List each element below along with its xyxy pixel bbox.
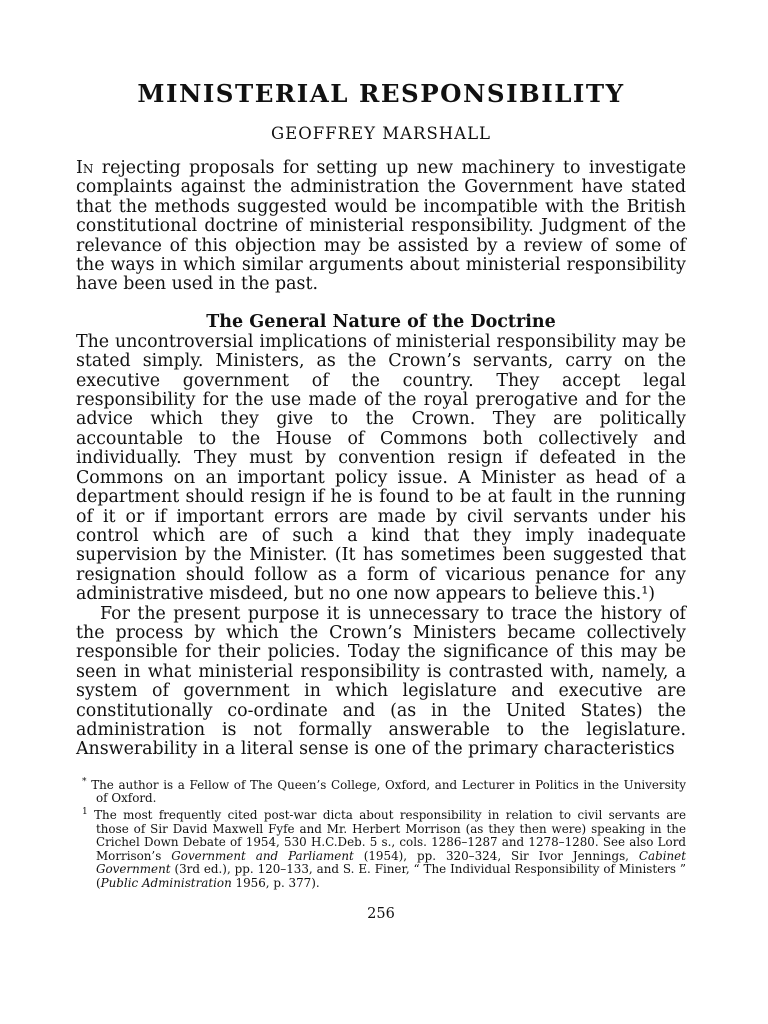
footnote-1-citation-finer: Public Administration bbox=[100, 875, 232, 890]
section-heading: The General Nature of the Doctrine bbox=[206, 311, 556, 332]
intro-paragraph bbox=[76, 159, 686, 295]
intro-dropcap-word: In bbox=[76, 158, 94, 178]
footnote-star-text: The author is a Fellow of The Queen’s College, Oxford, and Lecturer in Politics in the University of Oxford. bbox=[91, 777, 686, 806]
footnote-1 bbox=[76, 806, 686, 891]
page-number: 256 bbox=[367, 906, 395, 923]
footnote-1-text-c: (3rd ed.), pp. 120–133, and S. E. Finer, “ The Individual Responsibility of Ministers ” ( bbox=[96, 862, 686, 890]
footnotes bbox=[76, 776, 686, 891]
footnote-1-text-a: The most frequently cited post-war dicta about responsibility in relation to civil servants are those of Sir David Maxwell Fyfe and Mr. Herbert Morrison (as they then were) speaking in the Crichel Down Debate of 1954, 530 H.C.Deb. 5 s., cols. 1286–1287 and 1278–1280. See also Lord Morrison’s bbox=[94, 807, 686, 863]
body-paragraph-1: The uncontroversial implications of ministerial responsibility may be stated simply. Ministers, as the Crown’s servants, carry on the executive government of the country. They accept legal responsibility for the use made of the royal prerogative and for the advice which they give to the Crown. They are politically accountable to the House of Commons both collectively and individually. They must by convention resign if defeated in the Commons on an important policy issue. A Minister as head of a department should resign if he is found to be at fault in the running of it or if important errors are made by civil servants under his control which are of such a kind that they imply inadequate supervision by the Minister. (It has sometimes been suggested that resignation should follow as a form of vicarious penance for any administrative misdeed, but no one now appears to believe this.¹) bbox=[76, 331, 686, 605]
footnote-star bbox=[76, 776, 686, 806]
footnote-1-marker: 1 bbox=[82, 806, 88, 817]
intro-text: rejecting proposals for setting up new machinery to investigate complaints against the administration the Government have stated that the methods suggested would be incompatible with the British constitutional doctrine of ministerial responsibility. Judgment of the relevance of this objection may be assisted by a review of some of the ways in which similar arguments about ministerial responsibility have been used in the past. bbox=[76, 158, 686, 295]
footnote-star-marker: * bbox=[82, 776, 87, 787]
footnote-1-citation-jennings: Cabinet Government bbox=[96, 848, 686, 877]
article-title: MINISTERIAL RESPONSIBILITY bbox=[137, 79, 625, 108]
footnote-1-citation-morrison: Government and Parliament bbox=[171, 848, 354, 863]
footnote-1-text-d: 1956, p. 377). bbox=[231, 875, 320, 890]
article-author: GEOFFREY MARSHALL bbox=[270, 124, 491, 143]
article-page bbox=[76, 78, 686, 922]
footnote-1-text-b: (1954), pp. 320–324, Sir Ivor Jennings, bbox=[353, 848, 639, 863]
body-paragraph-2: For the present purpose it is unnecessary to trace the history of the process by which the Crown’s Ministers became collectively responsible for their policies. Today the significance of this may be seen in what ministerial responsibility is contrasted with, namely, a system of government in which legislature and executive are constitutionally co-ordinate and (as in the United States) the administration is not formally answerable to the legislature. Answerability in a literal sense is one of the primary characteristics bbox=[76, 603, 686, 760]
